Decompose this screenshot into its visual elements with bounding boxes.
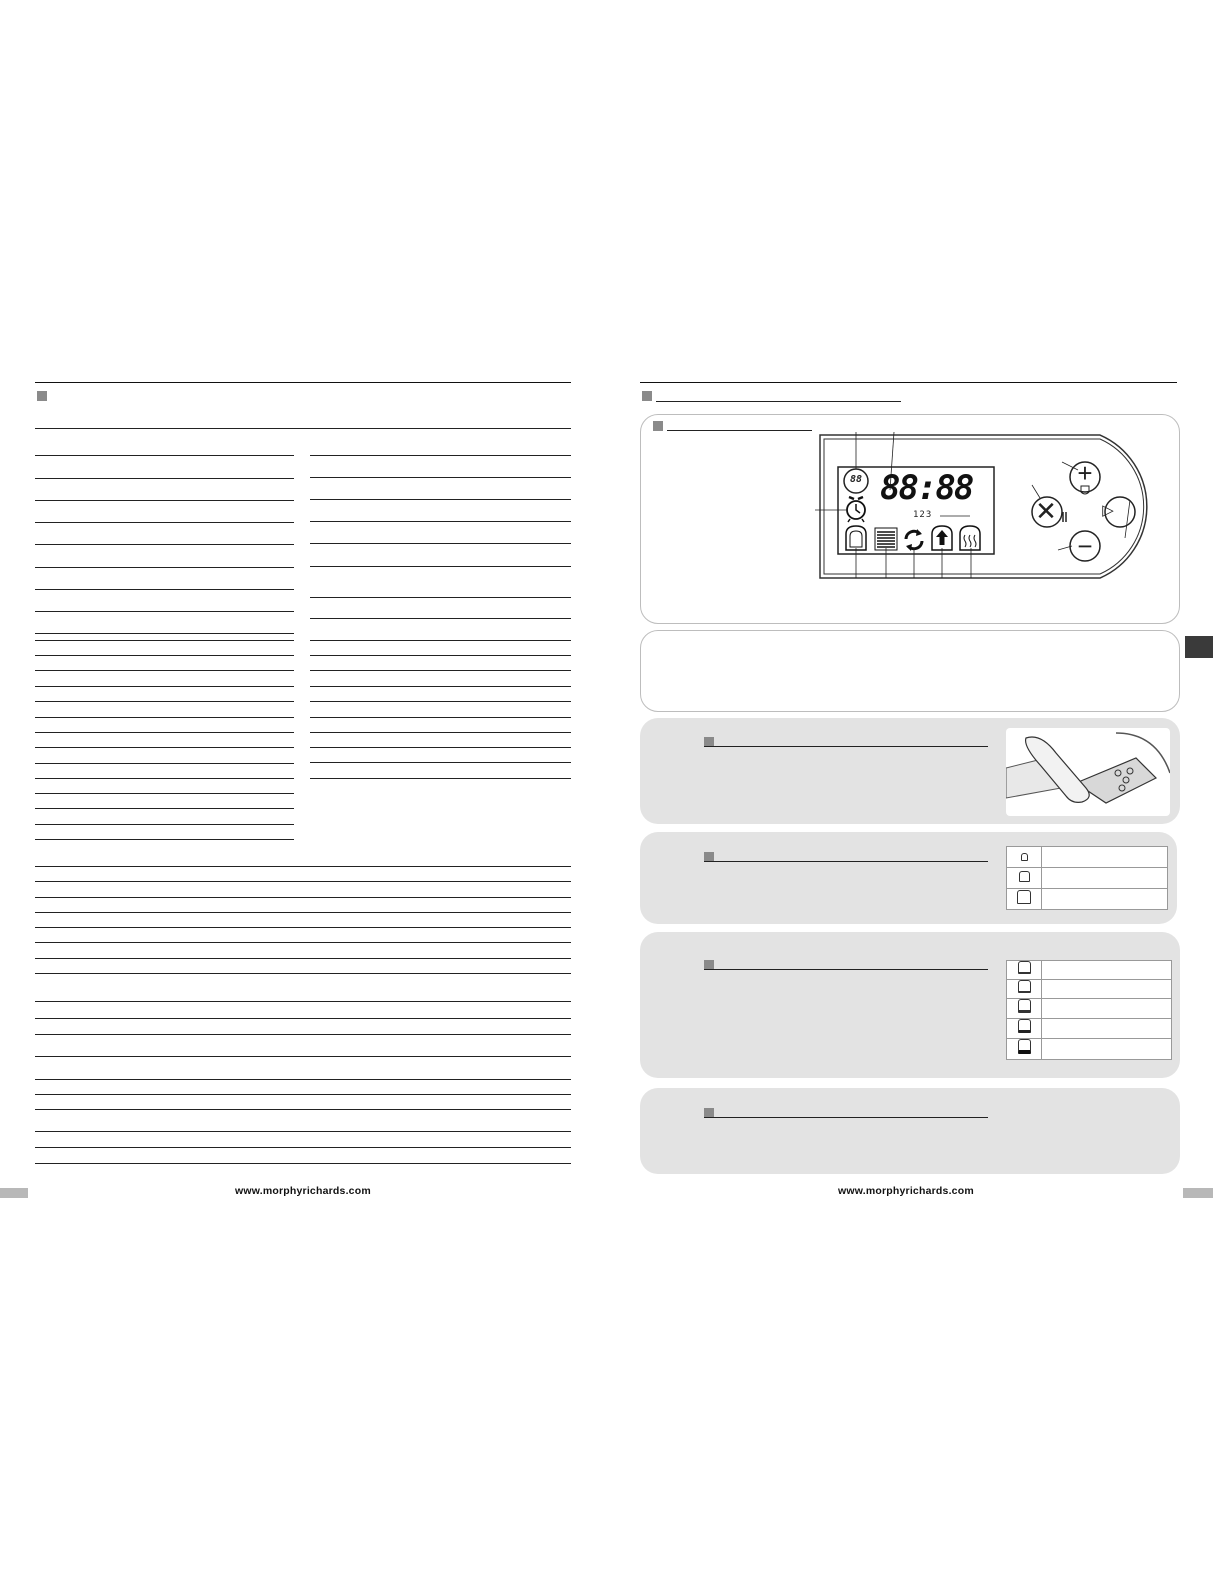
pause-bars	[1063, 512, 1066, 522]
table-rule	[310, 521, 571, 522]
step-4-rule	[704, 1117, 988, 1118]
table-rule	[310, 618, 571, 619]
crust-colour-table	[1006, 960, 1172, 1060]
left-section-marker	[37, 391, 47, 401]
table-rule	[35, 763, 294, 764]
table-rule	[35, 670, 294, 671]
table-rule	[35, 866, 571, 867]
info-box	[640, 630, 1180, 712]
step-3-rule	[704, 969, 988, 970]
table-rule	[35, 1094, 571, 1095]
hand-pressing-button-photo	[1006, 728, 1170, 816]
lcd-time-display: 88:88	[880, 468, 973, 508]
table-rule	[35, 544, 294, 545]
table-rule	[310, 717, 571, 718]
language-side-tab	[1185, 636, 1213, 658]
table-rule	[35, 1034, 571, 1035]
table-rule	[35, 1018, 571, 1019]
table-rule	[35, 567, 294, 568]
table-rule	[310, 670, 571, 671]
step-1-rule	[704, 746, 988, 747]
table-row	[1007, 1019, 1172, 1039]
right-header-rule	[640, 382, 1177, 383]
table-rule	[35, 589, 294, 590]
table-rule	[35, 839, 294, 840]
left-section-rule	[35, 428, 571, 429]
table-rule	[35, 1079, 571, 1080]
table-rule	[35, 701, 294, 702]
table-rule	[310, 543, 571, 544]
table-row	[1007, 868, 1168, 889]
table-rule	[35, 717, 294, 718]
crust-colour-icon	[875, 528, 897, 550]
crust-dark-icon	[1018, 1039, 1031, 1054]
table-rule	[35, 686, 294, 687]
table-rule	[35, 973, 571, 974]
crust-light-icon	[1018, 961, 1031, 974]
table-rule	[35, 633, 294, 634]
table-rule	[310, 686, 571, 687]
loaf-size-icon	[846, 526, 866, 550]
table-rule	[35, 747, 294, 748]
table-rule	[310, 597, 571, 598]
stop-button[interactable]: ✕	[1035, 496, 1057, 526]
table-rule	[310, 566, 571, 567]
table-rule	[35, 640, 294, 641]
table-rule	[35, 655, 294, 656]
medium-loaf-icon	[1019, 871, 1030, 882]
table-rule	[35, 912, 571, 913]
table-rule	[310, 455, 571, 456]
table-rule	[310, 762, 571, 763]
table-row	[1007, 980, 1172, 999]
table-rule	[35, 897, 571, 898]
table-row	[1007, 961, 1172, 980]
left-page-tab	[0, 1188, 28, 1198]
table-rule	[35, 778, 294, 779]
table-rule	[35, 958, 571, 959]
table-rule	[310, 640, 571, 641]
table-rule	[35, 1001, 571, 1002]
table-rule	[35, 1147, 571, 1148]
large-loaf-icon	[1017, 890, 1031, 904]
right-section-title-rule	[656, 401, 901, 402]
table-rule	[35, 1163, 571, 1164]
lcd-sequence-label: 123	[913, 510, 933, 520]
table-rule	[35, 927, 571, 928]
table-rule	[35, 881, 571, 882]
table-rule	[35, 522, 294, 523]
crust-medium-dark-icon	[1018, 1019, 1031, 1033]
bake-cycle-icon	[960, 526, 980, 550]
table-rule	[35, 732, 294, 733]
minus-button[interactable]: −	[1077, 531, 1093, 561]
table-rule	[35, 478, 294, 479]
right-page-tab	[1183, 1188, 1213, 1198]
start-button[interactable]: ▷	[1102, 502, 1114, 519]
table-rule	[35, 1109, 571, 1110]
table-row	[1007, 889, 1168, 910]
table-rule	[35, 793, 294, 794]
table-rule	[310, 477, 571, 478]
left-header-rule	[35, 382, 571, 383]
right-section-marker	[642, 391, 652, 401]
table-row	[1007, 1039, 1172, 1060]
table-rule	[310, 747, 571, 748]
left-footer-url[interactable]: www.morphyrichards.com	[235, 1185, 371, 1197]
table-rule	[35, 808, 294, 809]
loaf-size-table	[1006, 846, 1168, 910]
knead-cycle-icon	[906, 529, 922, 551]
table-rule	[310, 778, 571, 779]
table-rule	[35, 1131, 571, 1132]
control-panel-marker	[653, 421, 663, 431]
step-2-rule	[704, 861, 988, 862]
table-rule	[310, 732, 571, 733]
lcd-program-display: 88	[849, 474, 863, 485]
table-rule	[35, 942, 571, 943]
control-panel-title-rule	[667, 430, 812, 431]
crust-medium-light-icon	[1018, 980, 1031, 993]
table-rule	[35, 611, 294, 612]
table-rule	[310, 499, 571, 500]
control-panel-diagram	[800, 430, 1180, 620]
table-row	[1007, 999, 1172, 1019]
table-row	[1007, 847, 1168, 868]
delay-timer-icon	[847, 497, 865, 522]
right-footer-url[interactable]: www.morphyrichards.com	[838, 1185, 974, 1197]
table-rule	[35, 1056, 571, 1057]
table-rule	[310, 655, 571, 656]
small-loaf-icon	[1021, 853, 1028, 861]
table-rule	[310, 701, 571, 702]
table-rule	[35, 500, 294, 501]
step-panel-4	[640, 1088, 1180, 1174]
crust-medium-icon	[1018, 999, 1031, 1013]
rise-cycle-icon	[932, 526, 952, 550]
table-rule	[35, 824, 294, 825]
plus-button[interactable]: +	[1077, 458, 1093, 488]
table-rule	[35, 455, 294, 456]
